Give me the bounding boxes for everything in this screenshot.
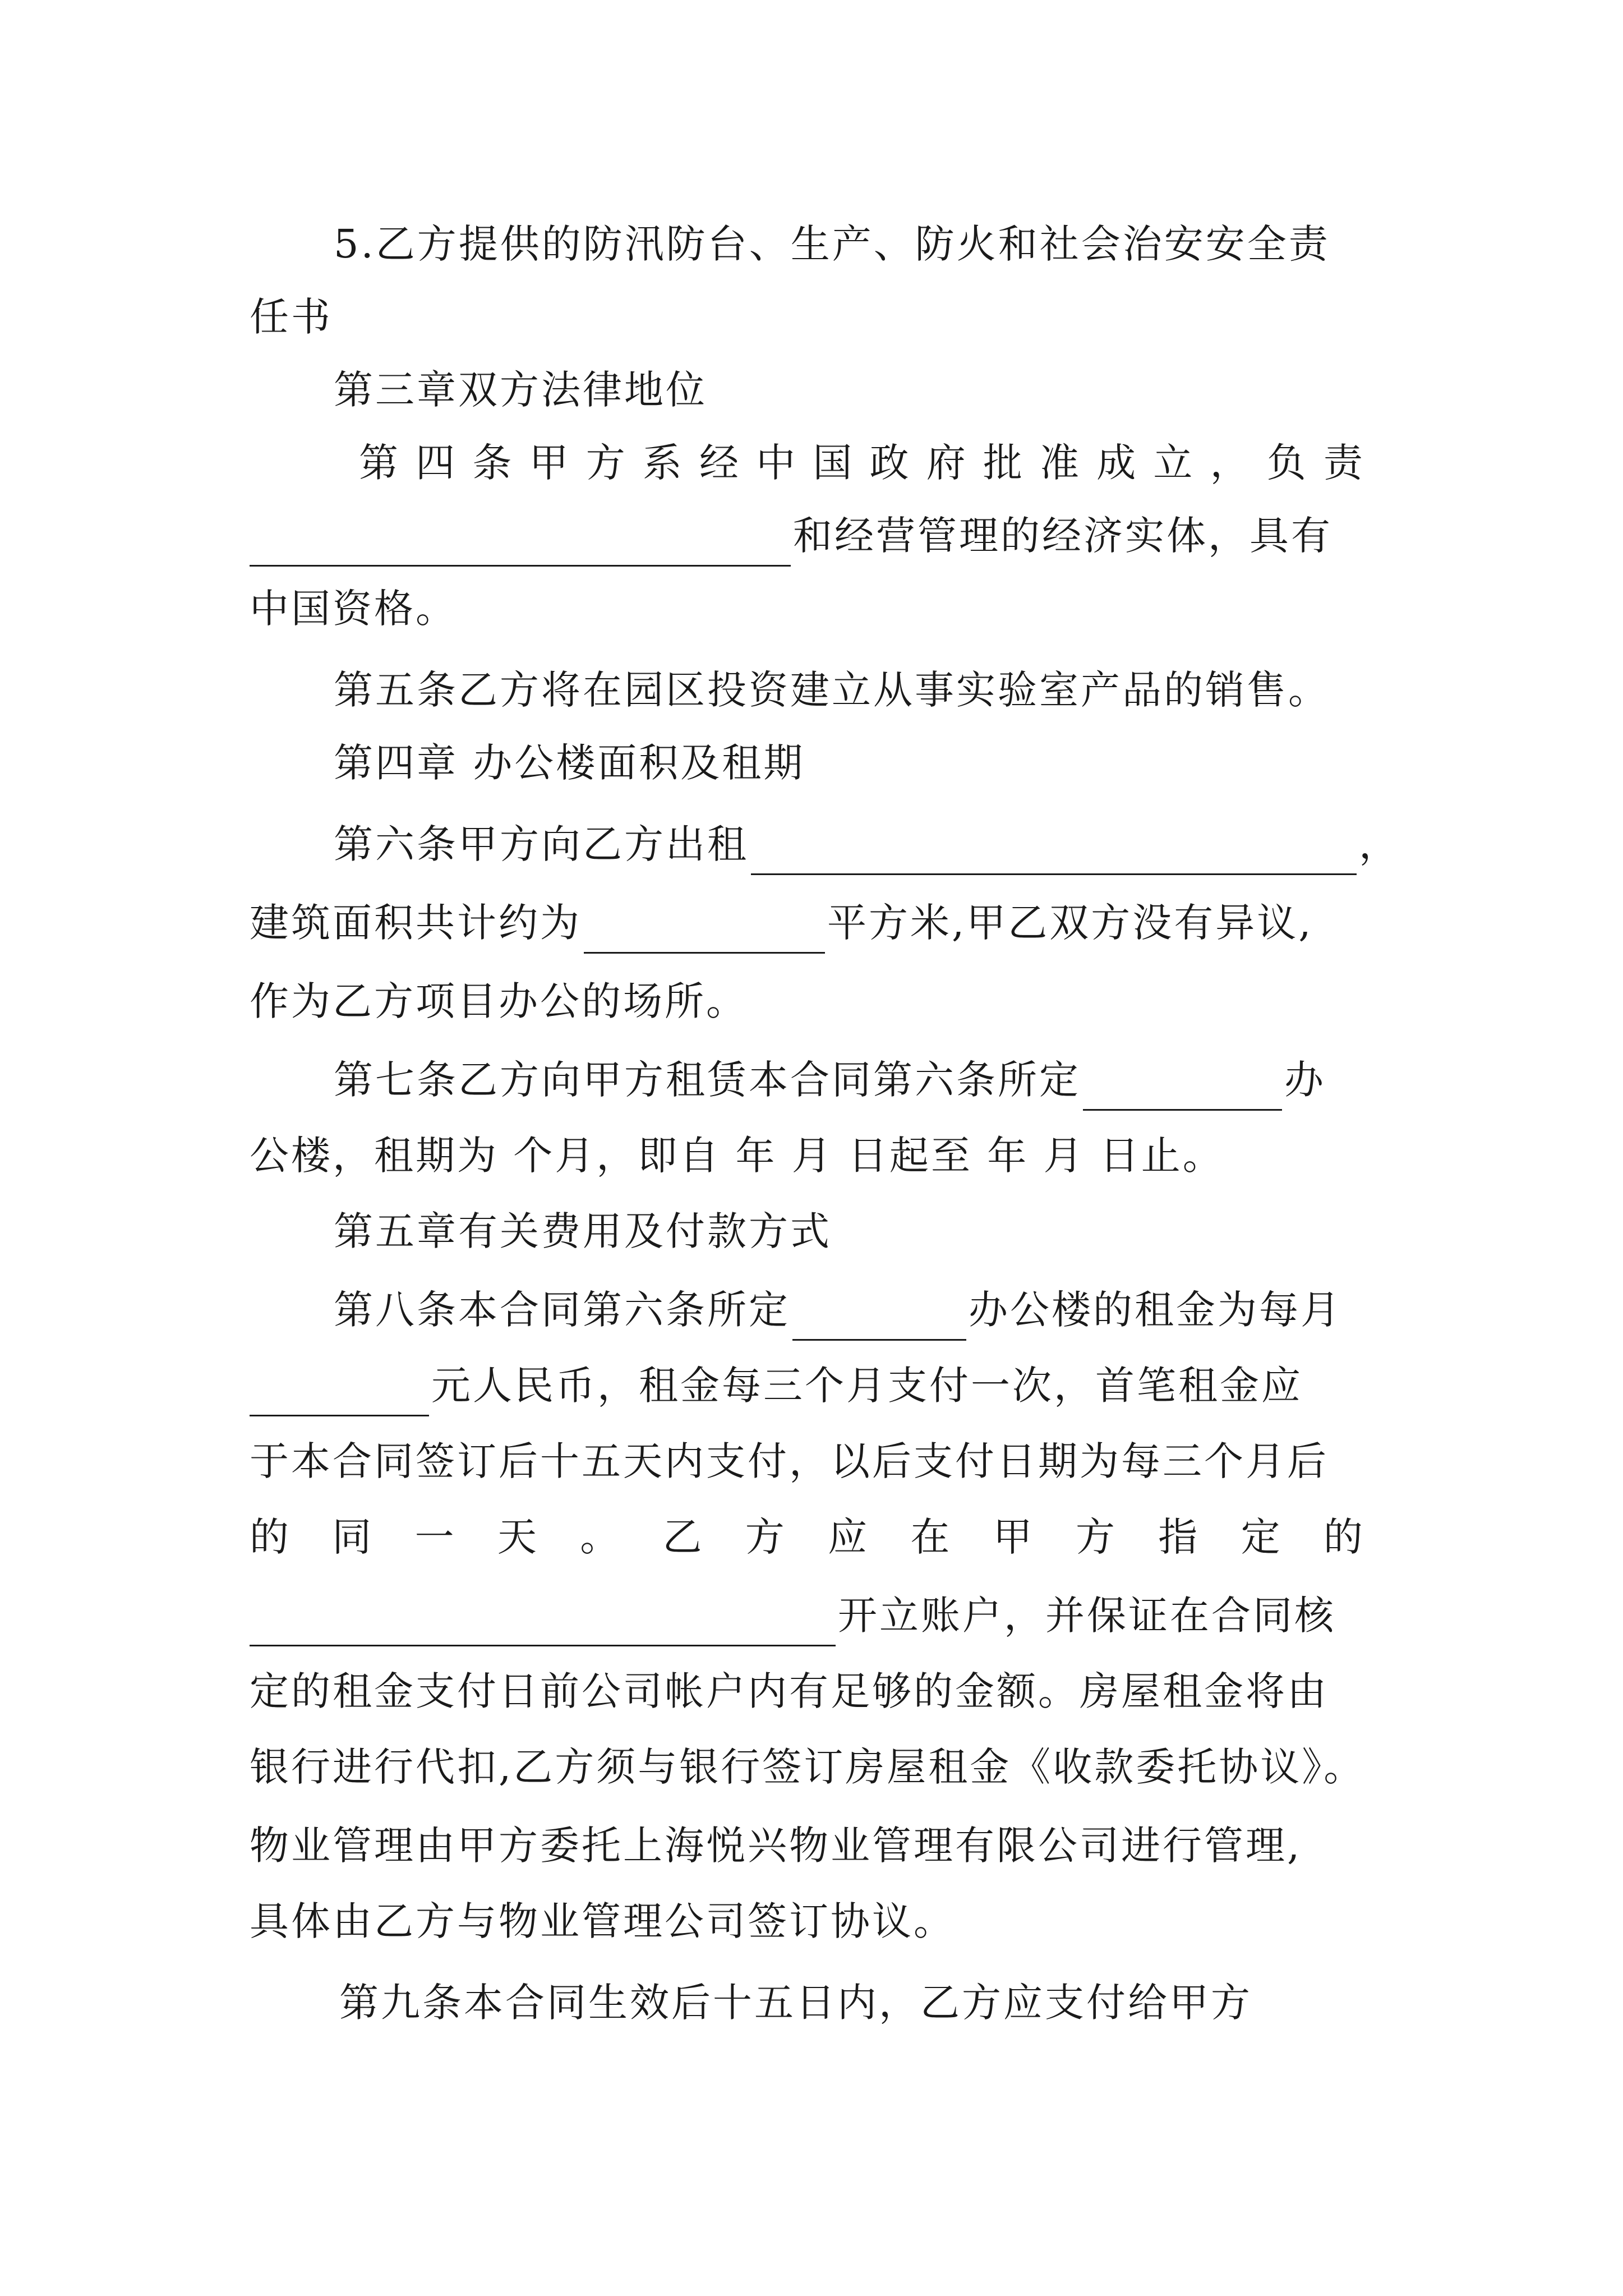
article-8-line-5 bbox=[250, 1585, 1336, 1646]
line-text: 第七条乙方向甲方租赁本合同第六条所定 bbox=[334, 1057, 1081, 1103]
char: 方 bbox=[585, 440, 625, 486]
article-8-line-4 bbox=[250, 1506, 1363, 1568]
char: 府 bbox=[926, 440, 966, 486]
char: ， bbox=[1210, 440, 1249, 486]
char: 定 bbox=[1241, 1514, 1280, 1560]
line-text: 建筑面积共计约为 bbox=[250, 900, 582, 946]
line-text: 和经营管理的经济实体，具有 bbox=[793, 513, 1332, 559]
chapter-heading-3: 第三章双方法律地位 bbox=[334, 367, 707, 413]
char: 准 bbox=[1040, 440, 1080, 486]
char: 一 bbox=[414, 1514, 454, 1560]
line-text: 办公楼的租金为每月 bbox=[969, 1287, 1342, 1333]
article-7-line-1 bbox=[334, 1049, 1326, 1111]
line-text: 第八条本合同第六条所定 bbox=[334, 1287, 790, 1333]
char: 经 bbox=[699, 440, 739, 486]
blank-underline bbox=[250, 1607, 836, 1646]
article-4-line-2 bbox=[250, 505, 1332, 567]
article-8-line-7: 银行进行代扣,乙方须与银行签订房屋租金《收款委托协议》。 bbox=[250, 1744, 1366, 1790]
blank-underline bbox=[250, 527, 791, 567]
line-text: 元人民币，租金每三个月支付一次，首笔租金应 bbox=[431, 1363, 1303, 1409]
text-line-1: 5.乙方提供的防汛防台、生产、防火和社会治安安全责 bbox=[334, 221, 1330, 267]
line-text: 第六条甲方向乙方出租 bbox=[334, 821, 749, 867]
article-7-line-2: 公楼，租期为 个月，即自 年 月 日起至 年 月 日止。 bbox=[250, 1133, 1224, 1179]
char: 在 bbox=[910, 1514, 950, 1560]
char: 四 bbox=[416, 440, 455, 486]
line-text: 平方米,甲乙双方没有异议, bbox=[827, 900, 1313, 946]
char: 条 bbox=[472, 440, 512, 486]
blank-underline bbox=[584, 914, 825, 954]
char: 第 bbox=[359, 440, 398, 486]
char: 。 bbox=[580, 1514, 620, 1560]
char: 批 bbox=[983, 440, 1022, 486]
char: 政 bbox=[869, 440, 909, 486]
chapter-heading-4: 第四章 办公楼面积及租期 bbox=[334, 740, 805, 786]
char: 甲 bbox=[529, 440, 569, 486]
char: 国 bbox=[813, 440, 852, 486]
blank-underline bbox=[792, 1301, 966, 1341]
article-5: 第五条乙方将在园区投资建立从事实验室产品的销售。 bbox=[334, 667, 1330, 713]
char: 系 bbox=[642, 440, 682, 486]
article-6-line-2 bbox=[250, 892, 1313, 954]
char: 的 bbox=[250, 1514, 289, 1560]
char: 责 bbox=[1323, 440, 1363, 486]
article-8-line-1 bbox=[334, 1279, 1342, 1341]
article-8-line-9: 具体由乙方与物业管理公司签订协议。 bbox=[250, 1898, 955, 1944]
article-6-line-3: 作为乙方项目办公的场所。 bbox=[250, 978, 748, 1024]
char: 方 bbox=[1075, 1514, 1115, 1560]
char: 的 bbox=[1323, 1514, 1363, 1560]
article-8-line-6: 定的租金支付日前公司帐户内有足够的金额。房屋租金将由 bbox=[250, 1668, 1329, 1714]
char: 成 bbox=[1096, 440, 1136, 486]
article-8-line-3: 于本合同签订后十五天内支付，以后支付日期为每三个月后 bbox=[250, 1438, 1329, 1484]
blank-underline bbox=[250, 1377, 429, 1416]
article-9-line-1: 第九条本合同生效后十五日内，乙方应支付给甲方 bbox=[339, 1980, 1252, 2026]
text-line-6: 中国资格。 bbox=[250, 586, 457, 632]
char: 应 bbox=[828, 1514, 868, 1560]
char: 中 bbox=[756, 440, 796, 486]
blank-underline bbox=[1083, 1071, 1282, 1111]
char: 乙 bbox=[662, 1514, 702, 1560]
article-8-line-8: 物业管理由甲方委托上海悦兴物业管理有限公司进行管理, bbox=[250, 1823, 1302, 1869]
text-line-2: 任书 bbox=[250, 294, 333, 340]
line-text: 办 bbox=[1284, 1057, 1326, 1103]
char: 负 bbox=[1266, 440, 1306, 486]
line-text: ， bbox=[1359, 821, 1400, 867]
line-text: 开立账户，并保证在合同核 bbox=[838, 1593, 1336, 1639]
article-6-line-1 bbox=[334, 813, 1400, 875]
char: 立 bbox=[1153, 440, 1193, 486]
article-8-line-2 bbox=[250, 1355, 1303, 1416]
char: 方 bbox=[745, 1514, 785, 1560]
char: 天 bbox=[497, 1514, 537, 1560]
article-4-line-1 bbox=[359, 432, 1363, 494]
char: 甲 bbox=[993, 1514, 1032, 1560]
char: 同 bbox=[332, 1514, 372, 1560]
char: 指 bbox=[1158, 1514, 1198, 1560]
blank-underline bbox=[751, 835, 1357, 875]
chapter-heading-5: 第五章有关费用及付款方式 bbox=[334, 1208, 832, 1254]
